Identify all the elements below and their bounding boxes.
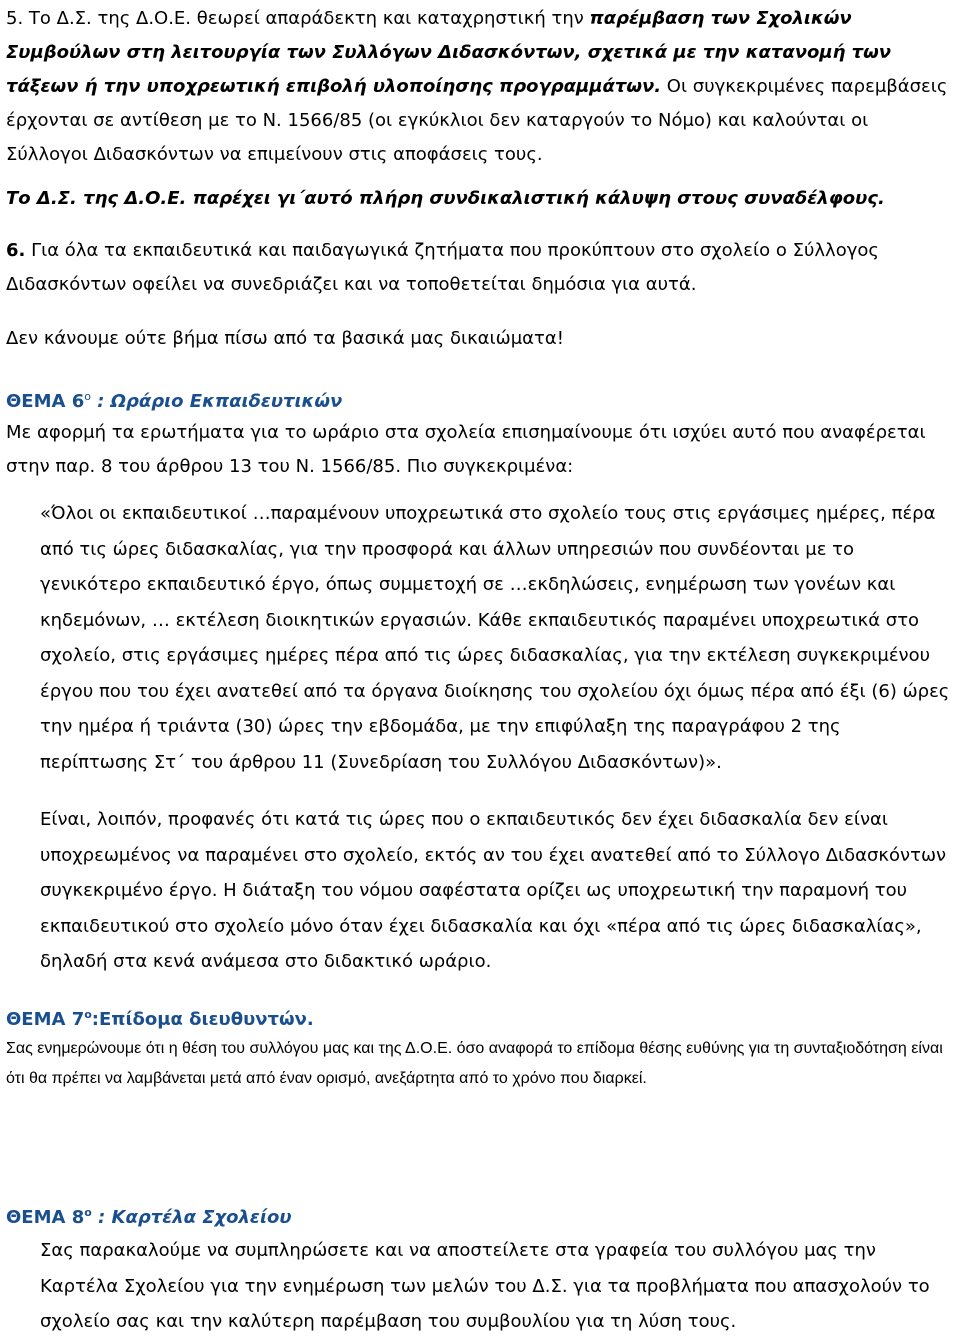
theme-7-heading-label: ΘΕΜΑ 7 — [6, 1009, 85, 1030]
theme-7-heading — [6, 998, 954, 1037]
theme-6-heading-title: : Ωράριο Εκπαιδευτικών — [90, 391, 343, 412]
section-5-bold-statement: παρέμβαση των Σχολικών Συμβούλων στη λειτουργία των Συλλόγων Διδασκόντων, σχετικά με την κατανομή των τάξεων ή την υποχρεωτική επιβολή υλοποίησης προγραμμάτων. — [6, 8, 892, 97]
section-6-text: Για όλα τα εκπαιδευτικά και παιδαγωγικά ζητήματα που προκύπτουν στο σχολείο ο Σύλλογος Διδασκόντων οφείλει να συνεδριάζει και να τοποθετείται δημόσια για αυτά. — [6, 240, 879, 295]
theme-6-heading — [6, 380, 954, 419]
theme-6-intro: Με αφορμή τα ερωτήματα για το ωράριο στα σχολεία επισημαίνουμε ότι ισχύει αυτό που αναφέρεται στην παρ. 8 του άρθρου 13 του Ν. 1566/85. Πιο συγκεκριμένα: — [6, 422, 926, 477]
section-5-lead: 5. Το Δ.Σ. της Δ.Ο.Ε. θεωρεί απαράδεκτη και καταχρηστική την — [6, 8, 590, 29]
theme-6-conclusion: Είναι, λοιπόν, προφανές ότι κατά τις ώρες που ο εκπαιδευτικός δεν έχει διδασκαλία δεν είναι υποχρεωμένος να παραμένει στο σχολείο, εκτός αν του έχει ανατεθεί από το Σύλλογο Διδασκόντων συγκεκριμένο έργο. Η διάταξη του νόμου σαφέστατα ορίζει ως υποχρεωτική την παραμονή του εκπαιδευτικού στο σχολείο μόνο όταν έχει διδασκαλία και όχι «πέρα από τις ώρες διδασκαλίας», δηλαδή στα κενά ανάμεσα στο διδακτικό ωράριο. — [40, 809, 947, 972]
section-6-number: 6. — [6, 240, 26, 261]
section-6-paragraph — [6, 234, 954, 302]
theme-7-text: Σας ενημερώνουμε ότι η θέση του συλλόγου μας και της Δ.Ο.Ε. όσο αναφορά το επίδομα θέσης ευθύνης για τη συνταξιοδότηση είναι ότι θα πρέπει να λαμβάνεται μετά από έναν ορισμό, ανεξάρτητα από το χρόνο που διαρκεί. — [6, 1040, 943, 1087]
section-5-paragraph — [6, 2, 954, 172]
theme-6-heading-label: ΘΕΜΑ 6 — [6, 391, 85, 412]
theme-8-heading-label: ΘΕΜΑ 8 — [6, 1207, 85, 1228]
theme-8-heading-title: : Καρτέλα Σχολείου — [91, 1207, 292, 1228]
theme-6-heading-sup: ο — [84, 390, 91, 403]
theme-8-text: Σας παρακαλούμε να συμπληρώσετε και να αποστείλετε στα γραφεία του συλλόγου μας την Καρτέλα Σχολείου για την ενημέρωση των μελών του Δ.Σ. για τα προβλήματα που απασχολούν το σχολείο σας και την καλύτερη παρέμβαση του συμβουλίου για τη λύση τους. — [40, 1240, 930, 1332]
theme-8-heading-sup: ο — [84, 1206, 92, 1219]
theme-7-heading-sup: ο — [84, 1008, 92, 1021]
section-5-rest: Οι συγκεκριμένες παρεμβάσεις έρχονται σε αντίθεση με το Ν. 1566/85 (οι εγκύκλιοι δεν καταργούν το Νόμο) και καλούνται οι Σύλλογοι Διδασκόντων να επιμείνουν στις αποφάσεις τους. — [6, 76, 948, 165]
section-6-closing: Δεν κάνουμε ούτε βήμα πίσω από τα βασικά μας δικαιώματα! — [6, 328, 564, 349]
section-5-support: Το Δ.Σ. της Δ.Ο.Ε. παρέχει γι΄αυτό πλήρη συνδικαλιστική κάλυψη στους συναδέλφους. — [6, 188, 885, 209]
theme-6-quote: «Όλοι οι εκπαιδευτικοί …παραμένουν υποχρεωτικά στο σχολείο τους στις εργάσιμες ημέρες, πέρα από τις ώρες διδασκαλίας, για την προσφορά και άλλων υπηρεσιών που συνδέονται με το γενικότερο εκπαιδευτικό έργο, όπως συμμετοχή σε …εκδηλώσεις, ενημέρωση των γονέων και κηδεμόνων, … εκτέλεση διοικητικών εργασιών. Κάθε εκπαιδευτικός παραμένει υποχρεωτικά στο σχολείο, στις εργάσιμες ημέρες πέρα από τις ώρες διδασκαλίας, για την εκτέλεση συγκεκριμένου έργου που του έχει ανατεθεί από τα όργανα διοίκησης του σχολείου όχι όμως πέρα από έξι (6) ώρες την ημέρα ή τριάντα (30) ώρες την εβδομάδα, με την επιφύλαξη της παραγράφου 2 της περίπτωσης Στ΄ του άρθρου 11 (Συνεδρίαση του Συλλόγου Διδασκόντων)». — [40, 503, 950, 773]
theme-7-heading-title: :Επίδομα διευθυντών. — [91, 1009, 314, 1030]
theme-8-heading — [6, 1196, 954, 1235]
